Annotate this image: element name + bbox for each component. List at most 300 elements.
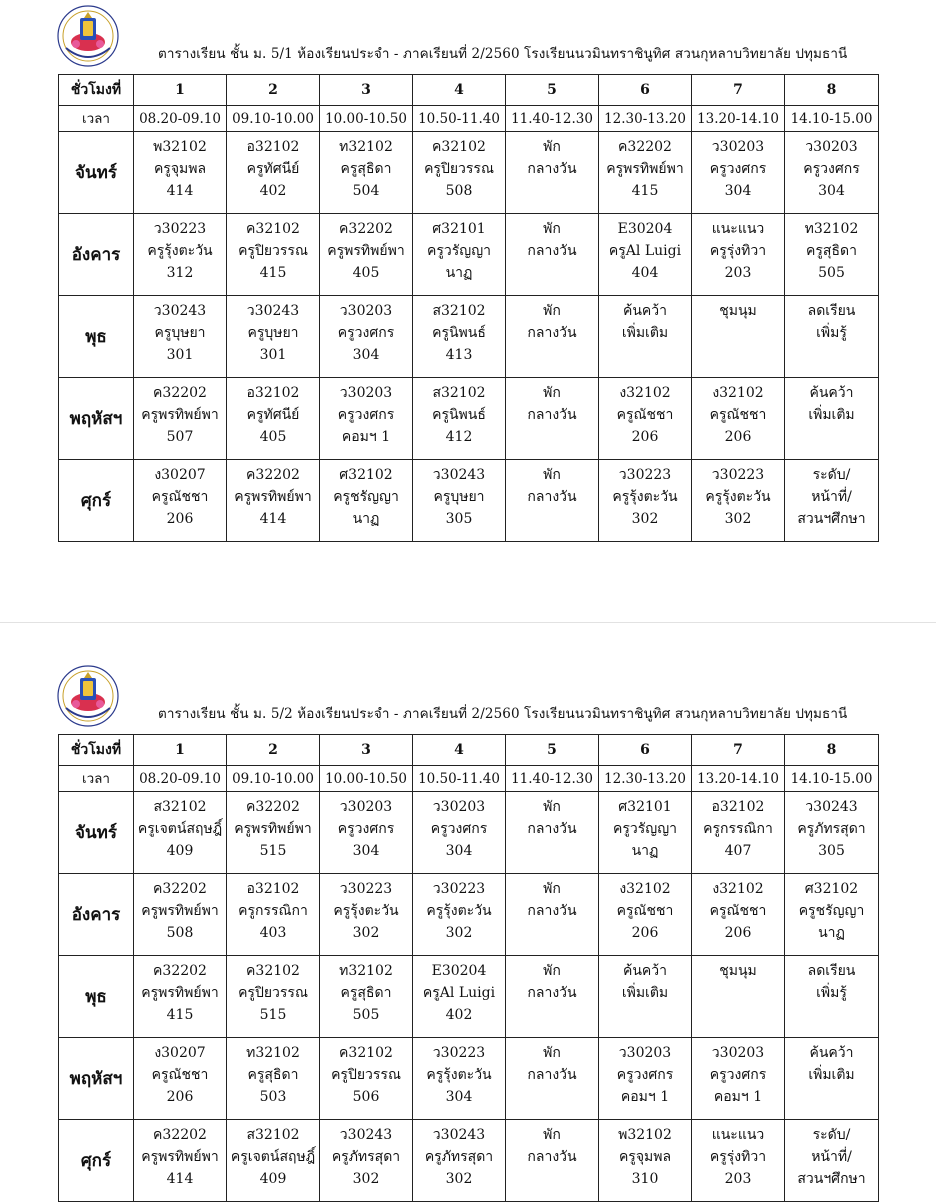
period-label: ชั่วโมงที่ [59, 735, 134, 766]
period-number: 2 [227, 75, 320, 106]
teacher-name: ครูพรทิพย์พา [141, 407, 219, 423]
room-number: สวนฯศึกษา [797, 511, 866, 527]
subject-code: แนะแนว [711, 221, 765, 237]
room-number: 405 [259, 429, 287, 445]
subject-code: ง32102 [619, 385, 671, 401]
room-number: 412 [445, 429, 473, 445]
teacher-name: กลางวัน [527, 821, 577, 837]
subject-code: ว30243 [432, 1127, 486, 1143]
teacher-name: ครูภัทรสุดา [331, 1149, 401, 1165]
timetable [58, 734, 879, 1202]
subject-code: ว30203 [339, 303, 393, 319]
room-number: 302 [445, 925, 473, 941]
period-time: 09.10-10.00 [227, 766, 320, 792]
class-cell [599, 1120, 692, 1202]
room-number: 508 [445, 183, 473, 199]
class-cell [413, 296, 506, 378]
teacher-name: ครูพรทิพย์พา [141, 985, 219, 1001]
class-cell [134, 874, 227, 956]
class-cell [506, 874, 599, 956]
subject-code: ว30203 [618, 1045, 672, 1061]
class-cell [413, 378, 506, 460]
room-number: 305 [445, 511, 473, 527]
teacher-name: ครูปิยวรรณ [238, 243, 308, 259]
room-number: 415 [631, 183, 659, 199]
room-number: นาฏ [631, 843, 659, 859]
class-cell [227, 214, 320, 296]
room-number: 305 [818, 843, 845, 859]
class-cell [506, 296, 599, 378]
period-number: 7 [692, 735, 785, 766]
room-number: 414 [166, 1171, 194, 1187]
day-row [59, 792, 879, 874]
class-cell [134, 460, 227, 542]
school-logo-icon [56, 664, 120, 728]
teacher-name: ครูณัชชา [616, 407, 674, 423]
teacher-name: ครูทัศนีย์ [246, 161, 300, 177]
class-cell [692, 1120, 785, 1202]
teacher-name: กลางวัน [527, 489, 577, 505]
class-cell [227, 1038, 320, 1120]
subject-code: พัก [543, 139, 561, 155]
period-time: 10.50-11.40 [413, 766, 506, 792]
class-cell [599, 214, 692, 296]
subject-code: E30204 [431, 963, 487, 979]
teacher-name: ครูปิยวรรณ [424, 161, 494, 177]
subject-code: ว30223 [339, 881, 393, 897]
room-number: 312 [166, 265, 194, 281]
period-number: 2 [227, 735, 320, 766]
teacher-name: ครูวรัญญา [613, 821, 677, 837]
class-cell [413, 792, 506, 874]
teacher-name: ครูรุ้งตะวัน [705, 489, 771, 505]
subject-code: ว30243 [339, 1127, 393, 1143]
room-number: 504 [352, 183, 380, 199]
day-row [59, 1038, 879, 1120]
subject-code: ค32202 [339, 221, 393, 237]
teacher-name: ครูภัทรสุดา [424, 1149, 494, 1165]
room-number: 304 [352, 843, 380, 859]
class-cell [320, 956, 413, 1038]
class-cell [599, 956, 692, 1038]
class-cell [227, 378, 320, 460]
teacher-name: ครูภัทรสุดา [797, 821, 866, 837]
class-cell [506, 956, 599, 1038]
room-number: 302 [445, 1171, 473, 1187]
subject-code: ว30203 [711, 139, 765, 155]
teacher-name: ครูจุมพล [618, 1149, 672, 1165]
day-row [59, 296, 879, 378]
room-number: 414 [259, 511, 287, 527]
subject-code: พัก [543, 1127, 561, 1143]
room-number: 304 [818, 183, 845, 199]
subject-code: ว30223 [432, 1045, 486, 1061]
period-header-row [59, 735, 879, 766]
subject-code: ว30203 [339, 799, 393, 815]
teacher-name: ครูปิยวรรณ [238, 985, 308, 1001]
subject-code: พัก [543, 881, 561, 897]
room-number: 310 [631, 1171, 659, 1187]
teacher-name: ครูวงศกร [803, 161, 860, 177]
subject-code: พัก [543, 963, 561, 979]
subject-code: ว30223 [432, 881, 486, 897]
teacher-name: ครูรุ้งตะวัน [426, 903, 492, 919]
teacher-name: ครูสุธิดา [340, 161, 392, 177]
subject-code: ระดับ/ [812, 1127, 851, 1143]
class-cell [599, 792, 692, 874]
room-number: 302 [352, 1171, 380, 1187]
subject-code: ค้นคว้า [809, 1045, 854, 1061]
room-number: 206 [631, 925, 659, 941]
subject-code: ชุมนุม [719, 303, 757, 319]
class-cell [785, 214, 879, 296]
class-cell [320, 296, 413, 378]
room-number: 515 [259, 1007, 287, 1023]
subject-code: ว30203 [711, 1045, 765, 1061]
time-header-row [59, 106, 879, 132]
period-number: 6 [599, 735, 692, 766]
subject-code: ว30223 [711, 467, 765, 483]
teacher-name: ครูพรทิพย์พา [141, 903, 219, 919]
subject-code: ว30243 [153, 303, 207, 319]
period-number: 5 [506, 735, 599, 766]
room-number: 515 [259, 843, 287, 859]
room-number: 402 [259, 183, 287, 199]
class-cell [506, 460, 599, 542]
teacher-name: ครูพรทิพย์พา [327, 243, 405, 259]
teacher-name: เพิ่มรู้ [816, 985, 847, 1001]
class-cell [413, 460, 506, 542]
subject-code: พัก [543, 385, 561, 401]
day-row [59, 460, 879, 542]
teacher-name: ครูสุธิดา [340, 985, 392, 1001]
teacher-name: เพิ่มเติม [808, 407, 855, 423]
room-number: 304 [352, 347, 380, 363]
subject-code: พัก [543, 467, 561, 483]
class-cell [134, 296, 227, 378]
period-time: 08.20-09.10 [134, 106, 227, 132]
subject-code: ส32102 [432, 385, 486, 401]
teacher-name: ครูวงศกร [616, 1067, 674, 1083]
room-number: 206 [631, 429, 659, 445]
room-number: 505 [818, 265, 845, 281]
teacher-name: เพิ่มรู้ [816, 325, 847, 341]
subject-code: ค32202 [153, 881, 207, 897]
day-name: พุธ [59, 296, 134, 378]
class-cell [692, 460, 785, 542]
class-cell [506, 1038, 599, 1120]
room-number: คอมฯ 1 [341, 429, 391, 445]
class-cell [785, 132, 879, 214]
class-cell [692, 874, 785, 956]
day-name: อังคาร [59, 214, 134, 296]
schedule-header [0, 660, 936, 732]
class-cell [413, 874, 506, 956]
teacher-name: กลางวัน [527, 325, 577, 341]
teacher-name: ครูทัศนีย์ [246, 407, 300, 423]
school-logo-icon [56, 4, 120, 68]
subject-code: พ32102 [618, 1127, 672, 1143]
class-cell [785, 1120, 879, 1202]
subject-code: ท32102 [339, 963, 393, 979]
teacher-name: ครูสุธิดา [247, 1067, 299, 1083]
class-cell [599, 874, 692, 956]
day-name: พุธ [59, 956, 134, 1038]
subject-code: ท32102 [804, 221, 859, 237]
teacher-name: ครูพรทิพย์พา [606, 161, 684, 177]
subject-code: ง30207 [154, 1045, 206, 1061]
subject-code: ท32102 [339, 139, 393, 155]
subject-code: ค32202 [153, 1127, 207, 1143]
period-time: 12.30-13.20 [599, 106, 692, 132]
period-time: 14.10-15.00 [785, 106, 879, 132]
teacher-name: ครูเจตน์สฤษฎิ์ [230, 1149, 316, 1165]
class-cell [320, 378, 413, 460]
class-cell [413, 1038, 506, 1120]
teacher-name: เพิ่มเติม [808, 1067, 855, 1083]
class-cell [134, 1038, 227, 1120]
teacher-name: ครูวรัญญา [427, 243, 491, 259]
teacher-name: ครูวงศกร [337, 821, 395, 837]
time-header-row [59, 766, 879, 792]
room-number: 403 [259, 925, 287, 941]
period-time: 10.00-10.50 [320, 766, 413, 792]
subject-code: พัก [543, 1045, 561, 1061]
class-cell [692, 792, 785, 874]
class-cell [320, 1038, 413, 1120]
class-cell [785, 874, 879, 956]
class-cell [506, 792, 599, 874]
class-cell [785, 460, 879, 542]
subject-code: พัก [543, 221, 561, 237]
period-time: 11.40-12.30 [506, 766, 599, 792]
class-cell [413, 132, 506, 214]
teacher-name: ครูณัชชา [151, 1067, 209, 1083]
subject-code: ว30243 [432, 467, 486, 483]
class-cell [599, 460, 692, 542]
teacher-name: กลางวัน [527, 407, 577, 423]
period-time: 12.30-13.20 [599, 766, 692, 792]
subject-code: ศ32102 [804, 881, 859, 897]
subject-code: ศ32101 [618, 799, 672, 815]
class-cell [413, 1120, 506, 1202]
timetable [58, 74, 879, 542]
room-number: 402 [445, 1007, 473, 1023]
subject-code: ส32102 [432, 303, 486, 319]
teacher-name: ครูAl Luigi [608, 243, 682, 259]
subject-code: ว30203 [805, 139, 858, 155]
class-cell [320, 132, 413, 214]
room-number: 304 [445, 1089, 473, 1105]
subject-code: ว30223 [153, 221, 207, 237]
class-cell [785, 378, 879, 460]
subject-code: ว30203 [339, 385, 393, 401]
subject-code: ว30223 [618, 467, 672, 483]
time-label: เวลา [59, 106, 134, 132]
subject-code: ว30243 [805, 799, 858, 815]
subject-code: ท32102 [246, 1045, 300, 1061]
period-header-row [59, 75, 879, 106]
room-number: 203 [724, 1171, 752, 1187]
class-cell [320, 214, 413, 296]
room-number: 304 [445, 843, 473, 859]
subject-code: ส32102 [153, 799, 207, 815]
room-number: 206 [724, 429, 752, 445]
room-number: คอมฯ 1 [713, 1089, 763, 1105]
room-number: 301 [166, 347, 194, 363]
room-number: 302 [631, 511, 659, 527]
class-cell [785, 1038, 879, 1120]
period-number: 4 [413, 75, 506, 106]
class-cell [320, 874, 413, 956]
period-number: 8 [785, 735, 879, 766]
teacher-name: ครูพรทิพย์พา [141, 1149, 219, 1165]
class-cell [227, 132, 320, 214]
subject-code: ง32102 [712, 385, 764, 401]
room-number: 301 [259, 347, 287, 363]
room-number: 206 [166, 511, 194, 527]
teacher-name: เพิ่มเติม [621, 985, 669, 1001]
teacher-name: ครูกรรณิกา [703, 821, 773, 837]
teacher-name: กลางวัน [527, 243, 577, 259]
teacher-name: ครูจุมพล [153, 161, 207, 177]
teacher-name: ครูบุษยา [247, 325, 299, 341]
day-name: อังคาร [59, 874, 134, 956]
subject-code: ค32102 [246, 963, 300, 979]
subject-code: ส32102 [246, 1127, 300, 1143]
room-number: นาฏ [445, 265, 473, 281]
teacher-name: ครูพรทิพย์พา [234, 489, 312, 505]
class-cell [413, 956, 506, 1038]
class-cell [227, 296, 320, 378]
class-cell [506, 214, 599, 296]
teacher-name: ครูรุ่งทิวา [709, 243, 767, 259]
subject-code: ลดเรียน [807, 963, 856, 979]
period-number: 1 [134, 735, 227, 766]
room-number: นาฏ [352, 511, 380, 527]
teacher-name: ครูกรรณิกา [238, 903, 308, 919]
room-number: 304 [724, 183, 752, 199]
period-number: 7 [692, 75, 785, 106]
class-cell [134, 792, 227, 874]
room-number: 506 [352, 1089, 380, 1105]
day-name: พฤหัสฯ [59, 1038, 134, 1120]
period-time: 13.20-14.10 [692, 106, 785, 132]
class-cell [134, 214, 227, 296]
class-cell [785, 792, 879, 874]
teacher-name: ครูพรทิพย์พา [234, 821, 312, 837]
teacher-name: ครูรุ่งทิวา [709, 1149, 767, 1165]
class-cell [227, 1120, 320, 1202]
day-row [59, 378, 879, 460]
class-cell [785, 956, 879, 1038]
teacher-name: กลางวัน [527, 161, 577, 177]
subject-code: ค32202 [246, 467, 300, 483]
teacher-name: ครูรุ้งตะวัน [426, 1067, 492, 1083]
subject-code: ค้นคว้า [622, 303, 668, 319]
room-number: 409 [259, 1171, 287, 1187]
subject-code: ศ32102 [339, 467, 393, 483]
room-number: 507 [166, 429, 194, 445]
teacher-name: ครูณัชชา [709, 407, 767, 423]
period-number: 5 [506, 75, 599, 106]
room-number: นาฏ [818, 925, 845, 941]
room-number: 203 [724, 265, 752, 281]
subject-code: พัก [543, 799, 561, 815]
teacher-name: ครูบุษยา [433, 489, 485, 505]
teacher-name: ครูวงศกร [709, 1067, 767, 1083]
class-cell [134, 956, 227, 1038]
subject-code: ค32202 [246, 799, 300, 815]
schedule-page-1 [0, 0, 936, 527]
subject-code: ลดเรียน [807, 303, 856, 319]
subject-code: ค้นคว้า [622, 963, 668, 979]
teacher-name: ครูณัชชา [151, 489, 209, 505]
day-row [59, 1120, 879, 1202]
subject-code: ว30243 [246, 303, 300, 319]
class-cell [692, 132, 785, 214]
room-number: 206 [166, 1089, 194, 1105]
subject-code: แนะแนว [711, 1127, 765, 1143]
subject-code: อ32102 [246, 881, 300, 897]
subject-code: อ32102 [246, 139, 300, 155]
teacher-name: ครูนิพนธ์ [432, 407, 486, 423]
day-name: จันทร์ [59, 792, 134, 874]
subject-code: ค32102 [432, 139, 486, 155]
class-cell [506, 378, 599, 460]
subject-code: ค32102 [339, 1045, 393, 1061]
period-time: 10.00-10.50 [320, 106, 413, 132]
period-time: 13.20-14.10 [692, 766, 785, 792]
schedule-title: ตารางเรียน ชั้น ม. 5/2 ห้องเรียนประจำ - ภาคเรียนที่ 2/2560 โรงเรียนนวมินทราชินูทิศ สวนกุหลาบวิทยาลัย ปทุมธานี [158, 706, 848, 722]
teacher-name: ครูวงศกร [430, 821, 488, 837]
subject-code: พ32102 [153, 139, 207, 155]
teacher-name: ครูวงศกร [337, 325, 395, 341]
class-cell [227, 956, 320, 1038]
subject-code: ค32202 [153, 963, 207, 979]
period-time: 08.20-09.10 [134, 766, 227, 792]
teacher-name: ครูบุษยา [154, 325, 206, 341]
teacher-name: กลางวัน [527, 985, 577, 1001]
class-cell [506, 132, 599, 214]
subject-code: อ32102 [711, 799, 765, 815]
class-cell [692, 214, 785, 296]
subject-code: ศ32101 [432, 221, 486, 237]
teacher-name: ครูวงศกร [709, 161, 767, 177]
class-cell [692, 378, 785, 460]
class-cell [692, 956, 785, 1038]
room-number: 415 [166, 1007, 194, 1023]
period-time: 09.10-10.00 [227, 106, 320, 132]
subject-code: ว30203 [432, 799, 486, 815]
teacher-name: ครูนิพนธ์ [432, 325, 486, 341]
period-number: 1 [134, 75, 227, 106]
subject-code: ชุมนุม [719, 963, 757, 979]
teacher-name: ครูรุ้งตะวัน [333, 903, 399, 919]
room-number: 407 [724, 843, 752, 859]
day-row [59, 214, 879, 296]
teacher-name: ครูสุธิดา [806, 243, 857, 259]
time-label: เวลา [59, 766, 134, 792]
subject-code: E30204 [617, 221, 673, 237]
schedule-header [0, 0, 936, 72]
room-number: 413 [445, 347, 473, 363]
class-cell [506, 1120, 599, 1202]
class-cell [599, 378, 692, 460]
day-name: จันทร์ [59, 132, 134, 214]
teacher-name: ครูชรัญญา [333, 489, 399, 505]
period-time: 10.50-11.40 [413, 106, 506, 132]
